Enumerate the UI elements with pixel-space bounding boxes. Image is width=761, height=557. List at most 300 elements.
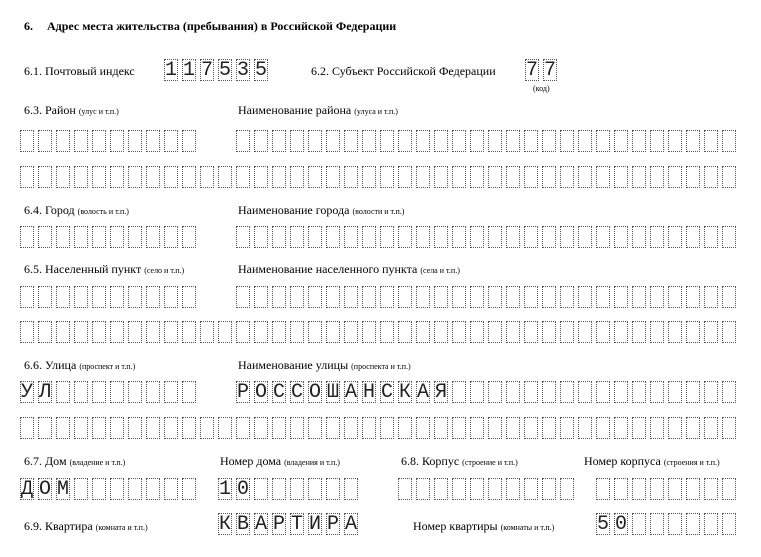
char-cell[interactable]: 7 [201,59,214,82]
char-cell[interactable] [398,417,412,439]
char-cell[interactable] [308,417,322,439]
char-cell[interactable] [254,478,268,500]
char-cell[interactable] [722,478,736,500]
char-cell[interactable] [56,130,70,152]
char-cell[interactable] [110,321,124,343]
char-cell[interactable] [326,321,340,343]
char-cell[interactable] [704,381,718,403]
char-cell[interactable] [110,417,124,439]
char-cell[interactable] [56,226,70,248]
char-cell[interactable] [290,417,304,439]
char-cell[interactable] [110,478,124,500]
char-cell[interactable] [344,417,358,439]
char-cell[interactable] [416,286,430,308]
char-cell[interactable] [20,166,34,188]
char-cell[interactable] [434,166,448,188]
char-cell[interactable] [164,478,178,500]
char-cell[interactable] [254,417,268,439]
char-cell[interactable]: Д [21,478,34,501]
char-cell[interactable] [542,321,556,343]
char-cell[interactable] [290,166,304,188]
char-cell[interactable] [74,226,88,248]
district-name-field-line2[interactable] [20,166,736,188]
char-cell[interactable] [722,286,736,308]
postal-code-field[interactable] [164,59,268,81]
street-name-field-line2[interactable] [20,417,736,439]
char-cell[interactable] [488,226,502,248]
char-cell[interactable] [650,286,664,308]
char-cell[interactable] [74,417,88,439]
char-cell[interactable]: 0 [237,478,250,501]
char-cell[interactable] [236,417,250,439]
char-cell[interactable] [632,130,646,152]
char-cell[interactable] [452,417,466,439]
char-cell[interactable] [164,417,178,439]
char-cell[interactable] [542,417,556,439]
char-cell[interactable] [164,381,178,403]
char-cell[interactable] [614,286,628,308]
char-cell[interactable] [38,226,52,248]
char-cell[interactable] [470,286,484,308]
char-cell[interactable] [452,130,466,152]
char-cell[interactable] [614,226,628,248]
char-cell[interactable] [434,286,448,308]
char-cell[interactable] [434,321,448,343]
char-cell[interactable] [290,321,304,343]
apartment-number-field[interactable] [596,513,736,535]
char-cell[interactable] [254,286,268,308]
char-cell[interactable] [416,321,430,343]
char-cell[interactable] [524,166,538,188]
char-cell[interactable] [92,478,106,500]
char-cell[interactable] [56,286,70,308]
char-cell[interactable] [578,130,592,152]
char-cell[interactable] [668,513,682,535]
char-cell[interactable] [344,478,358,500]
char-cell[interactable] [236,286,250,308]
char-cell[interactable] [470,166,484,188]
char-cell[interactable] [110,381,124,403]
char-cell[interactable] [578,321,592,343]
char-cell[interactable] [92,321,106,343]
char-cell[interactable] [362,226,376,248]
char-cell[interactable] [344,130,358,152]
char-cell[interactable] [524,130,538,152]
char-cell[interactable]: С [273,381,286,404]
char-cell[interactable] [380,130,394,152]
char-cell[interactable] [254,130,268,152]
char-cell[interactable] [614,478,628,500]
char-cell[interactable]: 0 [615,513,628,536]
char-cell[interactable] [596,478,610,500]
char-cell[interactable] [380,286,394,308]
char-cell[interactable] [668,381,682,403]
char-cell[interactable] [434,417,448,439]
char-cell[interactable] [686,286,700,308]
char-cell[interactable] [38,417,52,439]
char-cell[interactable] [326,166,340,188]
char-cell[interactable] [452,226,466,248]
char-cell[interactable] [668,130,682,152]
char-cell[interactable] [560,166,574,188]
char-cell[interactable] [650,381,664,403]
char-cell[interactable] [686,417,700,439]
char-cell[interactable] [398,130,412,152]
char-cell[interactable] [326,226,340,248]
char-cell[interactable] [542,286,556,308]
char-cell[interactable] [146,417,160,439]
char-cell[interactable] [686,321,700,343]
char-cell[interactable] [56,417,70,439]
char-cell[interactable]: 1 [165,59,178,82]
street-type-field[interactable] [20,381,196,403]
char-cell[interactable]: Р [327,513,340,536]
char-cell[interactable] [398,321,412,343]
char-cell[interactable] [650,130,664,152]
char-cell[interactable] [326,130,340,152]
building-type-field[interactable] [398,478,574,500]
char-cell[interactable] [92,226,106,248]
char-cell[interactable] [542,130,556,152]
char-cell[interactable] [632,286,646,308]
char-cell[interactable] [650,417,664,439]
char-cell[interactable] [254,166,268,188]
char-cell[interactable] [290,478,304,500]
char-cell[interactable] [614,381,628,403]
char-cell[interactable]: Р [237,381,250,404]
char-cell[interactable] [542,226,556,248]
char-cell[interactable] [632,381,646,403]
char-cell[interactable]: С [291,381,304,404]
char-cell[interactable] [596,286,610,308]
char-cell[interactable] [362,166,376,188]
char-cell[interactable]: И [309,513,322,536]
char-cell[interactable] [488,417,502,439]
char-cell[interactable] [182,478,196,500]
char-cell[interactable] [488,286,502,308]
char-cell[interactable] [524,417,538,439]
char-cell[interactable] [146,478,160,500]
char-cell[interactable] [506,226,520,248]
char-cell[interactable] [650,226,664,248]
char-cell[interactable] [506,130,520,152]
char-cell[interactable] [218,166,232,188]
char-cell[interactable] [488,130,502,152]
char-cell[interactable] [254,321,268,343]
char-cell[interactable] [146,226,160,248]
char-cell[interactable] [416,417,430,439]
char-cell[interactable]: 1 [219,478,232,501]
char-cell[interactable] [452,286,466,308]
char-cell[interactable] [362,417,376,439]
char-cell[interactable] [650,321,664,343]
char-cell[interactable] [614,130,628,152]
char-cell[interactable] [506,166,520,188]
char-cell[interactable]: С [381,381,394,404]
char-cell[interactable] [272,166,286,188]
char-cell[interactable] [164,166,178,188]
char-cell[interactable] [452,166,466,188]
char-cell[interactable] [596,417,610,439]
char-cell[interactable] [452,381,466,403]
char-cell[interactable] [560,417,574,439]
char-cell[interactable] [560,478,574,500]
char-cell[interactable] [128,166,142,188]
char-cell[interactable] [722,226,736,248]
char-cell[interactable] [686,226,700,248]
locality-name-field[interactable] [236,286,736,308]
char-cell[interactable] [470,130,484,152]
char-cell[interactable] [668,478,682,500]
char-cell[interactable] [398,166,412,188]
char-cell[interactable] [308,130,322,152]
char-cell[interactable]: 5 [219,59,232,82]
char-cell[interactable] [470,226,484,248]
char-cell[interactable]: К [219,513,232,536]
char-cell[interactable] [56,166,70,188]
char-cell[interactable] [416,478,430,500]
char-cell[interactable] [632,321,646,343]
char-cell[interactable] [272,286,286,308]
char-cell[interactable]: 5 [597,513,610,536]
char-cell[interactable] [236,130,250,152]
char-cell[interactable] [596,321,610,343]
char-cell[interactable] [560,286,574,308]
char-cell[interactable] [182,130,196,152]
char-cell[interactable] [722,321,736,343]
char-cell[interactable] [470,478,484,500]
char-cell[interactable] [290,286,304,308]
char-cell[interactable] [416,226,430,248]
char-cell[interactable] [686,513,700,535]
char-cell[interactable] [182,321,196,343]
char-cell[interactable] [200,417,214,439]
char-cell[interactable] [722,381,736,403]
char-cell[interactable] [704,286,718,308]
char-cell[interactable] [164,321,178,343]
char-cell[interactable] [200,321,214,343]
char-cell[interactable] [236,166,250,188]
char-cell[interactable] [560,130,574,152]
locality-type-field[interactable] [20,286,196,308]
char-cell[interactable] [74,321,88,343]
char-cell[interactable] [524,381,538,403]
char-cell[interactable] [380,226,394,248]
char-cell[interactable] [236,226,250,248]
char-cell[interactable] [38,286,52,308]
char-cell[interactable] [272,478,286,500]
char-cell[interactable]: 5 [255,59,268,82]
char-cell[interactable] [704,226,718,248]
char-cell[interactable] [182,166,196,188]
char-cell[interactable] [128,321,142,343]
char-cell[interactable] [254,226,268,248]
char-cell[interactable] [650,513,664,535]
char-cell[interactable] [524,226,538,248]
char-cell[interactable] [326,417,340,439]
char-cell[interactable] [56,381,70,403]
char-cell[interactable] [506,478,520,500]
char-cell[interactable] [452,478,466,500]
char-cell[interactable] [650,166,664,188]
char-cell[interactable] [308,286,322,308]
char-cell[interactable] [218,417,232,439]
char-cell[interactable] [182,381,196,403]
char-cell[interactable] [686,166,700,188]
char-cell[interactable]: Ш [327,381,340,404]
char-cell[interactable] [164,226,178,248]
char-cell[interactable] [74,166,88,188]
char-cell[interactable] [488,478,502,500]
char-cell[interactable]: К [399,381,412,404]
char-cell[interactable] [686,130,700,152]
char-cell[interactable] [542,381,556,403]
locality-name-field-line2[interactable] [20,321,736,343]
char-cell[interactable] [650,478,664,500]
char-cell[interactable] [344,321,358,343]
char-cell[interactable] [344,166,358,188]
char-cell[interactable] [200,166,214,188]
char-cell[interactable] [92,381,106,403]
char-cell[interactable] [20,286,34,308]
char-cell[interactable] [146,166,160,188]
char-cell[interactable]: Я [435,381,448,404]
char-cell[interactable] [614,321,628,343]
district-type-field[interactable] [20,130,196,152]
char-cell[interactable]: 1 [183,59,196,82]
char-cell[interactable] [110,226,124,248]
char-cell[interactable] [722,513,736,535]
char-cell[interactable] [326,286,340,308]
char-cell[interactable]: А [345,513,358,536]
char-cell[interactable] [362,321,376,343]
char-cell[interactable]: 3 [237,59,250,82]
char-cell[interactable] [92,166,106,188]
char-cell[interactable] [596,226,610,248]
char-cell[interactable] [128,417,142,439]
char-cell[interactable] [578,286,592,308]
char-cell[interactable] [578,226,592,248]
char-cell[interactable] [128,226,142,248]
char-cell[interactable] [704,478,718,500]
char-cell[interactable] [164,286,178,308]
char-cell[interactable] [416,166,430,188]
char-cell[interactable] [560,321,574,343]
char-cell[interactable] [470,381,484,403]
char-cell[interactable] [632,166,646,188]
char-cell[interactable] [146,381,160,403]
char-cell[interactable] [38,130,52,152]
char-cell[interactable] [128,478,142,500]
char-cell[interactable] [704,417,718,439]
char-cell[interactable] [632,513,646,535]
char-cell[interactable] [506,417,520,439]
char-cell[interactable] [578,417,592,439]
char-cell[interactable] [722,130,736,152]
char-cell[interactable] [398,286,412,308]
char-cell[interactable] [542,478,556,500]
char-cell[interactable]: О [309,381,322,404]
char-cell[interactable] [470,321,484,343]
char-cell[interactable] [128,381,142,403]
char-cell[interactable] [344,286,358,308]
building-number-field[interactable] [596,478,736,500]
char-cell[interactable] [20,321,34,343]
char-cell[interactable] [272,130,286,152]
char-cell[interactable] [218,321,232,343]
char-cell[interactable] [542,166,556,188]
char-cell[interactable] [686,478,700,500]
char-cell[interactable] [146,130,160,152]
char-cell[interactable] [380,417,394,439]
char-cell[interactable] [272,321,286,343]
char-cell[interactable] [362,286,376,308]
char-cell[interactable] [308,226,322,248]
char-cell[interactable] [596,166,610,188]
char-cell[interactable] [488,166,502,188]
char-cell[interactable]: О [255,381,268,404]
house-number-field[interactable] [218,478,358,500]
char-cell[interactable] [146,286,160,308]
char-cell[interactable] [290,130,304,152]
char-cell[interactable] [290,226,304,248]
char-cell[interactable] [308,166,322,188]
district-name-field[interactable] [236,130,736,152]
char-cell[interactable] [434,478,448,500]
char-cell[interactable] [506,381,520,403]
char-cell[interactable] [38,166,52,188]
char-cell[interactable] [308,478,322,500]
char-cell[interactable] [326,478,340,500]
char-cell[interactable] [74,286,88,308]
char-cell[interactable] [632,417,646,439]
char-cell[interactable]: А [345,381,358,404]
char-cell[interactable] [164,130,178,152]
char-cell[interactable] [704,130,718,152]
char-cell[interactable] [632,226,646,248]
char-cell[interactable] [560,226,574,248]
char-cell[interactable] [452,321,466,343]
char-cell[interactable] [668,286,682,308]
char-cell[interactable] [236,321,250,343]
char-cell[interactable] [704,166,718,188]
char-cell[interactable] [398,226,412,248]
char-cell[interactable] [362,130,376,152]
char-cell[interactable] [704,513,718,535]
char-cell[interactable] [578,166,592,188]
char-cell[interactable]: М [57,478,70,501]
char-cell[interactable] [182,226,196,248]
region-code-field[interactable] [525,59,557,81]
char-cell[interactable] [110,166,124,188]
char-cell[interactable] [596,130,610,152]
char-cell[interactable] [524,286,538,308]
char-cell[interactable] [668,417,682,439]
char-cell[interactable]: 7 [526,59,539,82]
char-cell[interactable] [488,321,502,343]
char-cell[interactable] [74,381,88,403]
char-cell[interactable] [380,166,394,188]
char-cell[interactable] [668,321,682,343]
char-cell[interactable] [614,166,628,188]
char-cell[interactable] [704,321,718,343]
char-cell[interactable] [20,417,34,439]
char-cell[interactable] [92,130,106,152]
char-cell[interactable] [632,478,646,500]
char-cell[interactable] [146,321,160,343]
char-cell[interactable] [92,417,106,439]
char-cell[interactable] [56,321,70,343]
